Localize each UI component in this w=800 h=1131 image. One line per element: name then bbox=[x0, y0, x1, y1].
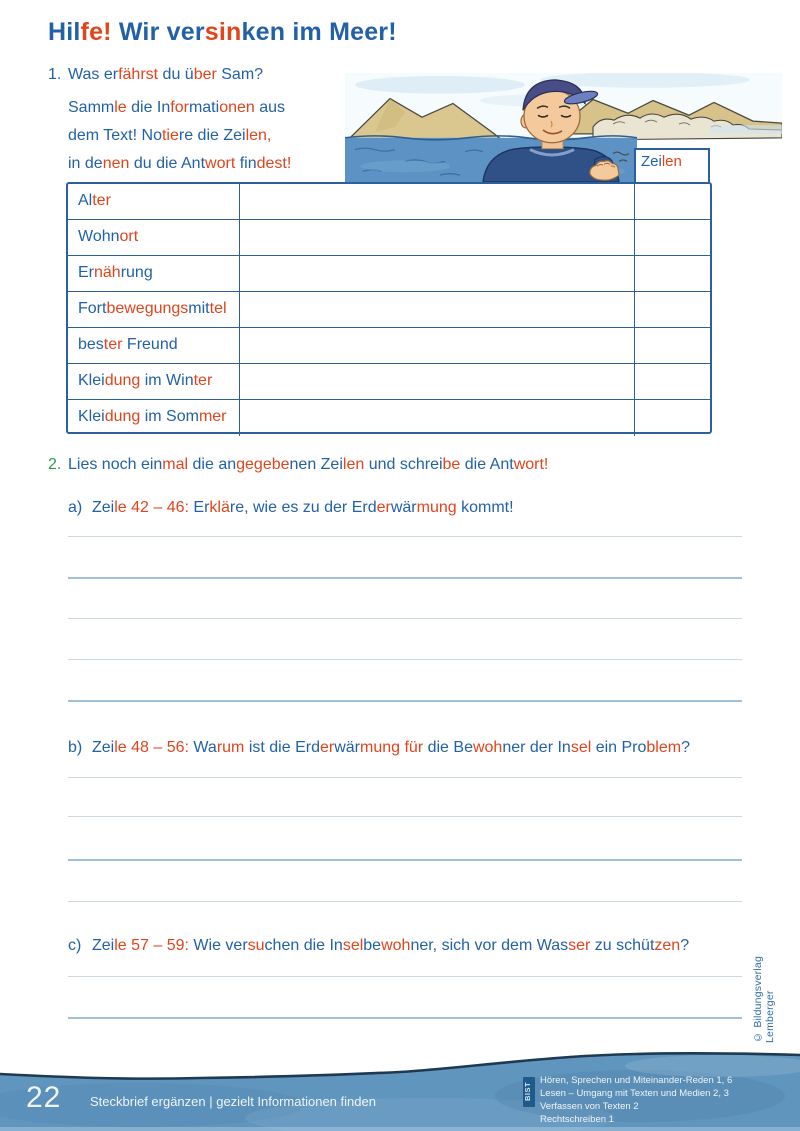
page-number: 22 bbox=[26, 1081, 62, 1114]
bist-standards bbox=[540, 1074, 732, 1126]
table-cell-zeilen[interactable] bbox=[635, 256, 710, 291]
bist-badge: BIST bbox=[523, 1077, 535, 1107]
table-row-label: Fortbewegungsmittel bbox=[68, 292, 240, 327]
table-row bbox=[68, 256, 710, 292]
question-1-number: 1. bbox=[48, 66, 62, 83]
instruction-line: Sammle die Informationen aus bbox=[68, 99, 286, 116]
item-c-label: c) bbox=[68, 937, 82, 954]
question-2-number: 2. bbox=[48, 456, 62, 473]
table-cell-zeilen[interactable] bbox=[635, 400, 710, 436]
writing-line[interactable] bbox=[68, 976, 742, 977]
question-2a bbox=[68, 499, 514, 517]
table-row bbox=[68, 184, 710, 220]
question-2b bbox=[68, 739, 690, 757]
standard-line: Hören, Sprechen und Miteinander-Reden 1, 6 bbox=[540, 1075, 733, 1086]
standard-line: Lesen – Umgang mit Texten und Medien 2, 3 bbox=[540, 1088, 729, 1099]
table-cell-zeilen[interactable] bbox=[635, 184, 710, 219]
writing-line[interactable] bbox=[68, 816, 742, 817]
table-cell-value[interactable] bbox=[240, 364, 635, 399]
writing-line[interactable] bbox=[68, 618, 742, 619]
table-cell-value[interactable] bbox=[240, 220, 635, 255]
question-2c bbox=[68, 937, 689, 955]
writing-line[interactable] bbox=[68, 577, 742, 579]
table-cell-value[interactable] bbox=[240, 400, 635, 436]
table-cell-zeilen[interactable] bbox=[635, 220, 710, 255]
instruction-line: in denen du die Antwort findest! bbox=[68, 155, 292, 172]
footer-subtitle: Steckbrief ergänzen | gezielt Informationen finden bbox=[90, 1094, 376, 1109]
table-row-label: Kleidung im Sommer bbox=[68, 400, 240, 436]
question-1-text: Was erfährst du über Sam? bbox=[68, 66, 264, 83]
standard-line: Rechtschreiben 1 bbox=[540, 1114, 614, 1125]
question-1 bbox=[48, 66, 263, 84]
writing-line[interactable] bbox=[68, 659, 742, 660]
item-c-text: Zeile 57 – 59: Wie versuchen die Inselbewohner, sich vor dem Wasser zu schützen? bbox=[92, 937, 690, 954]
writing-line[interactable] bbox=[68, 901, 742, 902]
table-row bbox=[68, 364, 710, 400]
item-a-text: Zeile 42 – 46: Erkläre, wie es zu der Erderwärmung kommt! bbox=[92, 499, 514, 516]
writing-line[interactable] bbox=[68, 700, 742, 702]
item-b-text: Zeile 48 – 56: Warum ist die Erderwärmung für die Bewohner der Insel ein Problem? bbox=[92, 739, 690, 756]
item-a-label: a) bbox=[68, 499, 83, 516]
writing-line[interactable] bbox=[68, 1017, 742, 1019]
table-row bbox=[68, 328, 710, 364]
boy-in-sea-illustration bbox=[345, 73, 782, 184]
table-row-label: Kleidung im Winter bbox=[68, 364, 240, 399]
table-row bbox=[68, 292, 710, 328]
facts-table bbox=[66, 182, 712, 434]
instruction-line: dem Text! Notiere die Zeilen, bbox=[68, 127, 272, 144]
table-row-label: Ernährung bbox=[68, 256, 240, 291]
page-title: Hilfe! Wir versinken im Meer! bbox=[48, 18, 397, 46]
question-1-instructions bbox=[68, 94, 291, 178]
table-row-label: Alter bbox=[68, 184, 240, 219]
copyright-vertical: © Bildungsverlag Lemberger bbox=[752, 956, 776, 1043]
table-cell-value[interactable] bbox=[240, 256, 635, 291]
table-cell-zeilen[interactable] bbox=[635, 328, 710, 363]
table-cell-zeilen[interactable] bbox=[635, 292, 710, 327]
writing-line[interactable] bbox=[68, 536, 742, 537]
item-b-label: b) bbox=[68, 739, 83, 756]
writing-line[interactable] bbox=[68, 777, 742, 778]
table-header-zeilen: Zeilen bbox=[634, 148, 710, 182]
table-cell-zeilen[interactable] bbox=[635, 364, 710, 399]
table-cell-value[interactable] bbox=[240, 184, 635, 219]
table-cell-value[interactable] bbox=[240, 292, 635, 327]
question-2-text: Lies noch einmal die angegebenen Zeilen und schreibe die Antwort! bbox=[68, 456, 549, 473]
standard-line: Verfassen von Texten 2 bbox=[540, 1101, 639, 1112]
writing-line[interactable] bbox=[68, 859, 742, 861]
table-row bbox=[68, 400, 710, 436]
table-row bbox=[68, 220, 710, 256]
table-cell-value[interactable] bbox=[240, 328, 635, 363]
table-row-label: bester Freund bbox=[68, 328, 240, 363]
question-2 bbox=[48, 456, 548, 474]
table-row-label: Wohnort bbox=[68, 220, 240, 255]
